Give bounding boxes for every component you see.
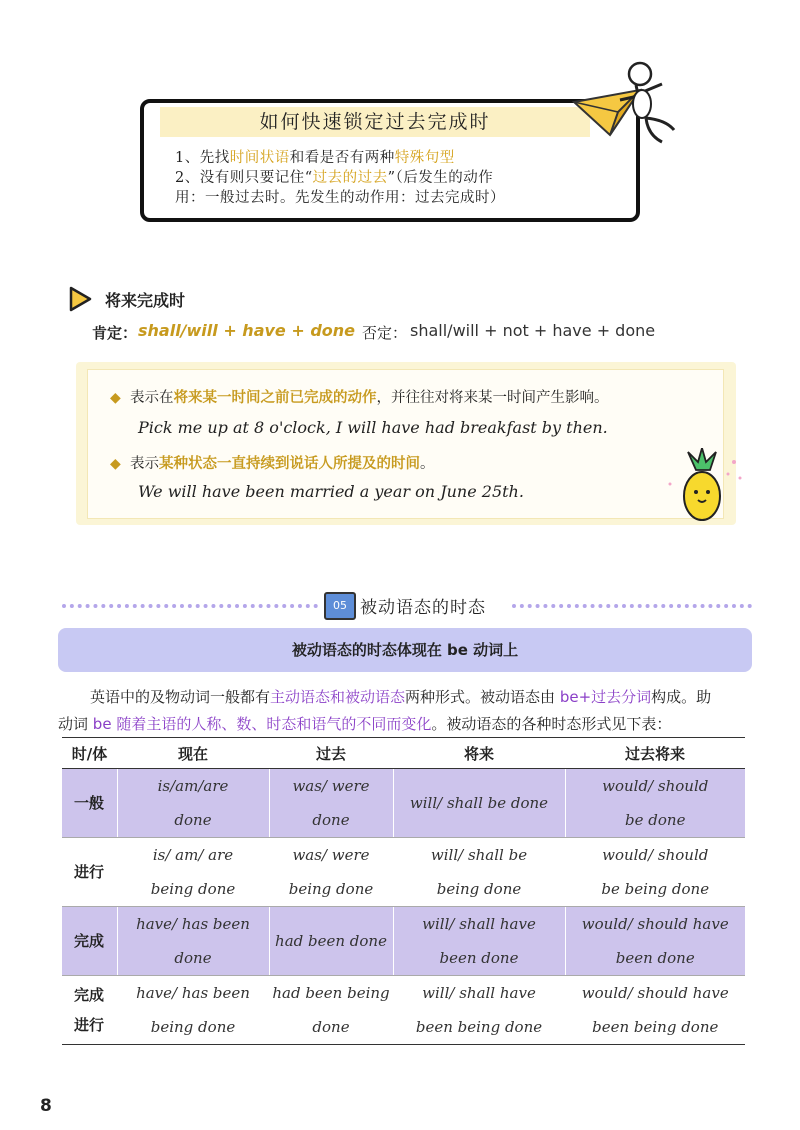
note-line-3: 用：一般过去时。先发生的动作用：过去完成时） [175, 190, 505, 206]
table-cell [117, 907, 269, 976]
section-title: 将来完成时 [105, 291, 186, 310]
table-cell [565, 976, 745, 1045]
cell-text: been being done [415, 1018, 543, 1036]
cell-text: been being done [592, 1018, 719, 1036]
para-highlight: be 随着主语的人称、数、时态和语气的不同而变化 [92, 715, 432, 733]
paper-plane-figure-icon [570, 60, 730, 160]
table-cell [269, 838, 393, 907]
note-text: 和看是否有两种 [289, 150, 395, 166]
table-cell [117, 838, 269, 907]
table-cell [393, 838, 565, 907]
cell-text: would/ should [602, 777, 709, 795]
row-label-text: 完成 [74, 932, 105, 950]
rule-text: 。 [420, 456, 435, 472]
intro-paragraph-line-1 [90, 686, 711, 707]
cell-text: is/am/are [157, 777, 229, 795]
para-highlight: be+过去分词 [559, 688, 652, 706]
cell-text: had been being [272, 984, 390, 1002]
row-label-text: 进行 [74, 1016, 105, 1034]
para-text: 构成。助 [651, 688, 712, 706]
table-cell [565, 769, 745, 838]
table-cell [393, 769, 565, 838]
negative-formula: shall/will + not + have + done [410, 321, 656, 340]
play-arrow-icon [66, 285, 94, 313]
note-text: 1、先找 [175, 150, 230, 166]
cell-text: have/ has been [136, 984, 250, 1002]
pineapple-mascot-icon [662, 448, 746, 526]
cell-text: have/ has been [136, 915, 250, 933]
cell-text: be being done [601, 880, 710, 898]
para-text: 英语中的及物动词一般都有 [90, 688, 271, 706]
table-cell [565, 838, 745, 907]
example-1: Pick me up at 8 o'clock, I will have had breakfast by then. [138, 418, 608, 437]
rule-highlight: 某种状态一直持续到说话人所提及的时间 [159, 456, 420, 472]
cell-text: done [312, 811, 350, 829]
table-header: 过去将来 [565, 738, 745, 769]
cell-text: will/ shall be done [409, 794, 549, 812]
banner-text: 被动语态的时态体现在 be 动词上 [291, 641, 519, 659]
cell-text: be done [625, 811, 686, 829]
example-2: We will have been married a year on June 25th. [138, 482, 524, 501]
table-cell [117, 976, 269, 1045]
divider-dots [512, 604, 752, 608]
row-label [62, 907, 117, 976]
note-text: ”（后发生的动作 [387, 170, 494, 186]
cell-text: would/ should have [581, 984, 729, 1002]
row-label-text: 一般 [74, 794, 105, 812]
table-cell [269, 769, 393, 838]
table-header: 将来 [393, 738, 565, 769]
cell-text: will/ shall have [422, 984, 536, 1002]
note-highlight: 特殊句型 [394, 150, 455, 166]
row-label [62, 838, 117, 907]
section-heading: 被动语态的时态 [360, 598, 486, 618]
table-header-row [62, 738, 745, 769]
cell-text: done [174, 949, 212, 967]
cell-text: being done [150, 880, 236, 898]
table-row [62, 838, 745, 907]
note-highlight: 过去的过去 [312, 170, 388, 186]
rule-text: ，并往往对将来某一时间产生影响。 [376, 390, 609, 406]
note-highlight: 时间状语 [229, 150, 290, 166]
note-line-1 [175, 146, 455, 167]
rule-text: 表示在 [130, 390, 174, 406]
cell-text: being done [150, 1018, 236, 1036]
table-body [62, 769, 745, 1045]
page-number: 8 [40, 1096, 52, 1116]
intro-paragraph-line-2 [58, 713, 671, 734]
cell-text: being done [436, 880, 522, 898]
para-text: 。被动语态的各种时态形式见下表： [431, 715, 672, 733]
passive-tense-table [62, 737, 745, 1045]
para-text: 两种形式。被动语态由 [405, 688, 556, 706]
diamond-bullet-icon: ◆ [110, 390, 121, 406]
positive-label: 肯定： [92, 324, 138, 342]
cell-text: was/ were [292, 846, 370, 864]
row-label-text: 进行 [74, 863, 105, 881]
cell-text: been done [615, 949, 695, 967]
row-label-text: 完成 [74, 986, 105, 1004]
cell-text: was/ were [292, 777, 370, 795]
para-text: 动词 [58, 715, 89, 733]
table-row [62, 769, 745, 838]
note-title: 如何快速锁定过去完成时 [259, 111, 491, 133]
note-text: 2、没有则只要记住“ [175, 170, 313, 186]
cell-text: done [312, 1018, 350, 1036]
rule-1 [110, 386, 609, 407]
positive-formula: shall/will + have + done [138, 321, 356, 340]
cell-text: is/ am/ are [152, 846, 234, 864]
section-number: 05 [324, 592, 356, 620]
table-row [62, 976, 745, 1045]
table-header: 现在 [117, 738, 269, 769]
rule-highlight: 将来某一时间之前已完成的动作 [173, 390, 377, 406]
cell-text: done [174, 811, 212, 829]
negative-label: 否定： [362, 324, 408, 342]
cell-text: had been done [275, 932, 387, 950]
cell-text: been done [439, 949, 519, 967]
table-cell [393, 976, 565, 1045]
table-cell [269, 907, 393, 976]
table-header: 时/体 [62, 738, 117, 769]
divider-dots [62, 604, 318, 608]
table-cell [117, 769, 269, 838]
cell-text: will/ shall have [422, 915, 536, 933]
note-line-2 [175, 166, 493, 187]
cell-text: being done [288, 880, 374, 898]
rule-text: 表示 [130, 456, 159, 472]
table-cell [565, 907, 745, 976]
para-highlight: 主动语态和被动语态 [270, 688, 406, 706]
row-label [62, 769, 117, 838]
table-header: 过去 [269, 738, 393, 769]
row-label [62, 976, 117, 1045]
cell-text: would/ should [602, 846, 709, 864]
table-row [62, 907, 745, 976]
diamond-bullet-icon: ◆ [110, 456, 121, 472]
cell-text: would/ should have [581, 915, 729, 933]
rule-2 [110, 452, 435, 473]
table-cell [269, 976, 393, 1045]
table-cell [393, 907, 565, 976]
cell-text: will/ shall be [430, 846, 528, 864]
